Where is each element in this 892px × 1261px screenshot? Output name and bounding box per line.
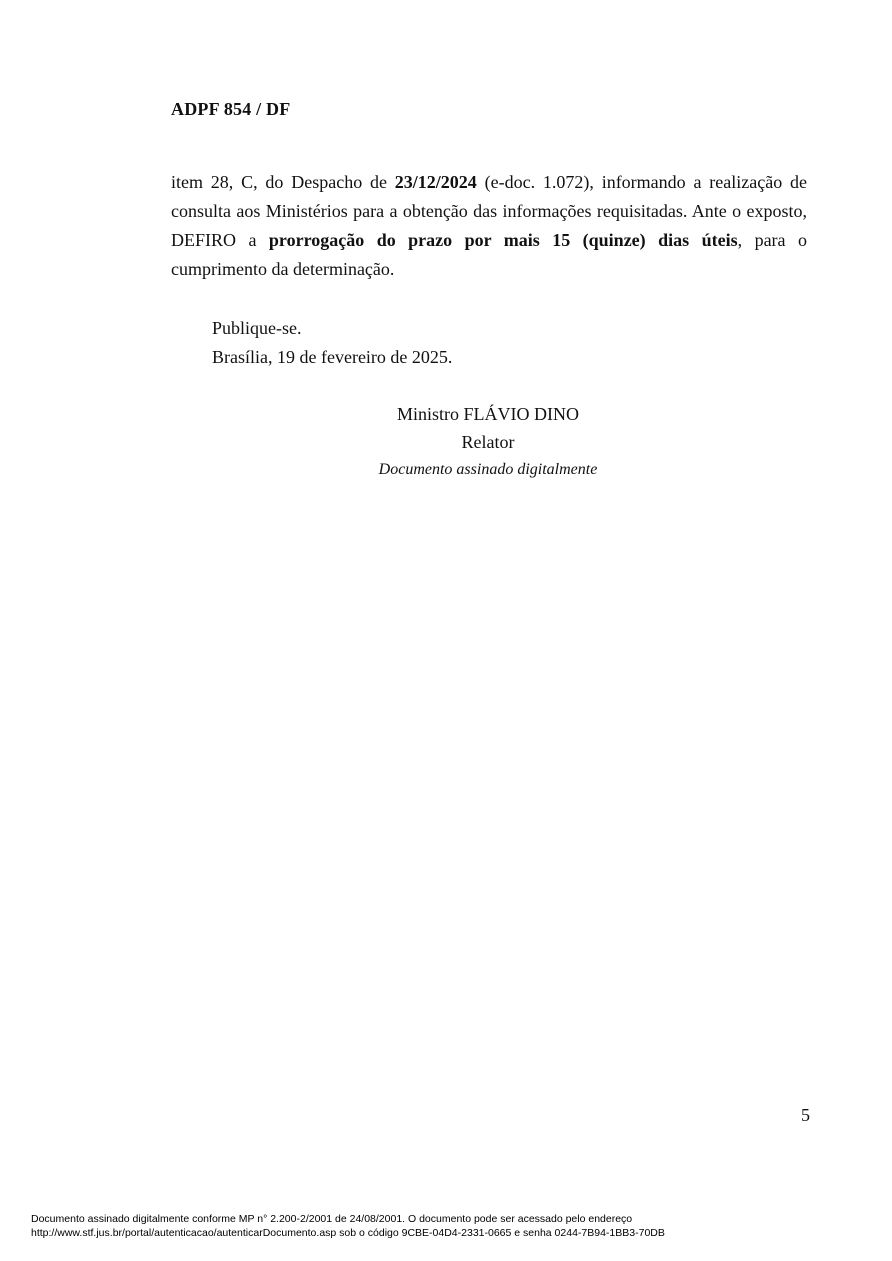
extension-granted-text: prorrogação do prazo por mais 15 (quinze) dias úteis — [268, 230, 738, 250]
paragraph-text-end: , para o cumprimento da determinação. — [171, 230, 807, 279]
authentication-footer — [31, 1212, 871, 1240]
signer-role: Relator — [461, 432, 515, 452]
case-reference-header: ADPF 854 / DF — [171, 99, 291, 119]
despacho-date: 23/12/2024 — [394, 172, 477, 192]
footer-line-2: http://www.stf.jus.br/portal/autenticacao/autenticarDocumento.asp sob o código 9CBE-04D4-2331-0665 e senha 0244-7B94-1BB3-70DB — [31, 1227, 665, 1239]
digital-signature-note: Documento assinado digitalmente — [378, 461, 598, 478]
publish-line: Publique-se. — [212, 318, 302, 338]
paragraph-text-middle: (e-doc. 1.072), informando a realização de consulta aos Ministérios para a obtenção das informações requisitadas. Ante o exposto, DEFIRO a — [171, 172, 807, 250]
signature-block — [340, 400, 636, 484]
paragraph-text-start: item 28, C, do Despacho de — [171, 172, 395, 192]
closing-block — [212, 314, 452, 372]
page-number: 5 — [801, 1105, 810, 1125]
decision-paragraph — [171, 168, 807, 284]
signer-name: Ministro FLÁVIO DINO — [397, 404, 579, 424]
place-date-line: Brasília, 19 de fevereiro de 2025. — [212, 347, 453, 367]
footer-line-1: Documento assinado digitalmente conforme MP n° 2.200-2/2001 de 24/08/2001. O documento pode ser acessado pelo endereço — [31, 1213, 633, 1225]
